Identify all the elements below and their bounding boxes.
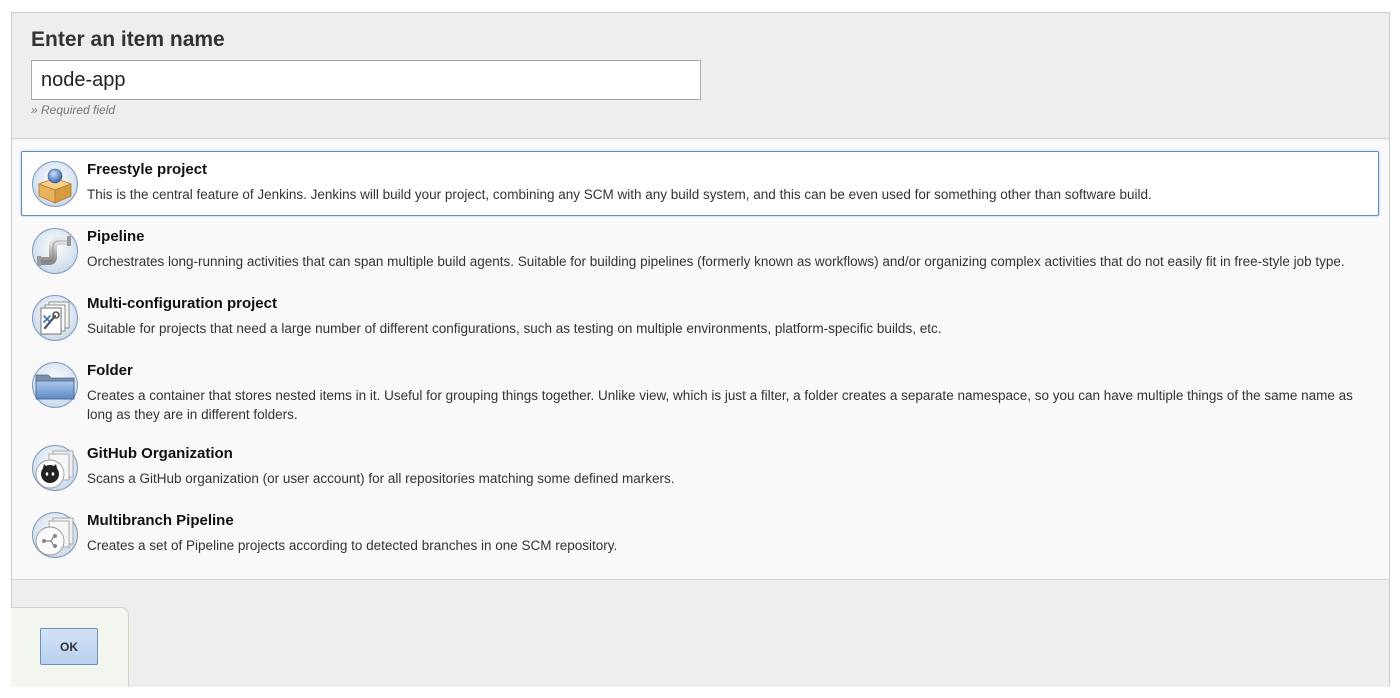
- item-type-pipeline[interactable]: [21, 218, 1379, 283]
- freestyle-box-icon: [31, 160, 79, 208]
- item-type-multi-configuration-project[interactable]: [21, 285, 1379, 350]
- ok-button[interactable]: OK: [40, 628, 98, 665]
- item-name-input[interactable]: [31, 60, 701, 100]
- item-type-github-organization[interactable]: [21, 435, 1379, 500]
- ok-button-container: [11, 607, 129, 687]
- item-description: Creates a set of Pipeline projects according to detected branches in one SCM repository.: [87, 538, 618, 553]
- item-title: GitHub Organization: [87, 445, 233, 462]
- item-title: Multi-configuration project: [87, 295, 277, 312]
- item-title: Freestyle project: [87, 161, 208, 178]
- item-title: Multibranch Pipeline: [87, 512, 234, 529]
- item-description: Scans a GitHub organization (or user account) for all repositories matching some defined markers.: [87, 471, 675, 486]
- github-octocat-icon: [31, 444, 79, 492]
- item-type-folder[interactable]: [21, 352, 1379, 434]
- item-description: This is the central feature of Jenkins. Jenkins will build your project, combining any SCM with any build system, and this can be even used for something other than software build.: [87, 187, 1152, 202]
- item-title: Pipeline: [87, 228, 145, 245]
- footer-bar: [12, 581, 1389, 687]
- item-type-multibranch-pipeline[interactable]: [21, 502, 1379, 567]
- new-item-panel: [11, 12, 1390, 686]
- item-description: Suitable for projects that need a large number of different configurations, such as testing on multiple environments, platform-specific builds, etc.: [87, 321, 942, 336]
- item-description: Orchestrates long-running activities that can span multiple build agents. Suitable for building pipelines (formerly known as workflows) and/or organizing complex activities that do not easily fit in free-style job type.: [87, 254, 1345, 269]
- branch-icon: [31, 511, 79, 559]
- required-field-note: » Required field: [31, 103, 116, 117]
- multi-config-icon: [31, 294, 79, 342]
- page-title: Enter an item name: [31, 28, 225, 51]
- item-name-section: [12, 13, 1389, 139]
- item-type-list: [12, 140, 1389, 580]
- item-title: Folder: [87, 362, 133, 379]
- item-type-freestyle-project[interactable]: [21, 151, 1379, 216]
- item-description: Creates a container that stores nested items in it. Useful for grouping things together. Unlike view, which is just a filter, a folder creates a separate namespace, so you can have multiple things of the same name as long as they are in different folders.: [87, 388, 1353, 422]
- folder-icon: [31, 361, 79, 409]
- pipe-icon: [31, 227, 79, 275]
